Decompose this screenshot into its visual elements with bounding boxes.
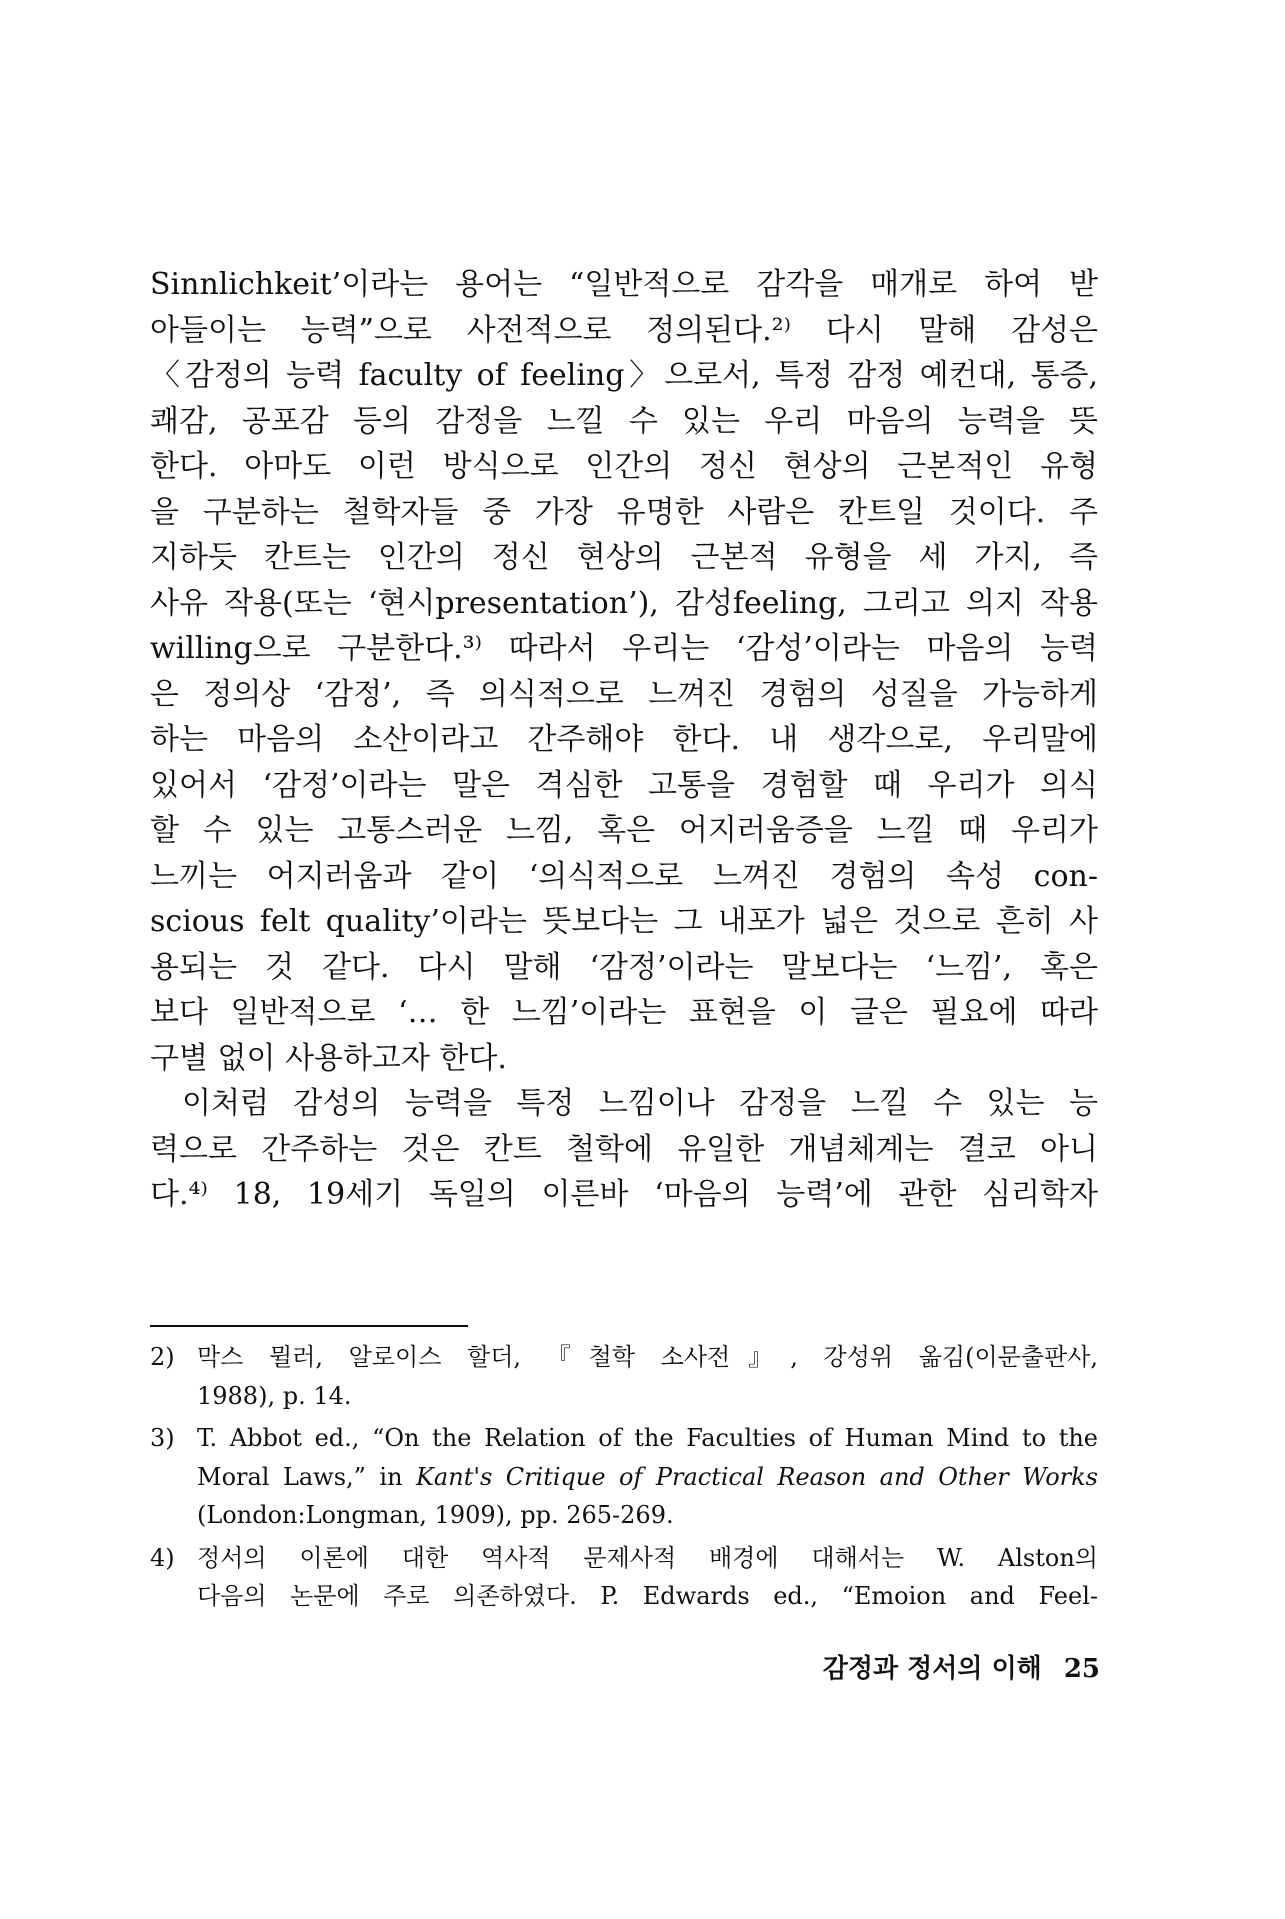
footnote-text: T. Abbot ed., “On the Relation of the Faculties of Human Mind to the: [197, 1424, 1098, 1452]
book-title: Kant's Critique of Practical Reason and Other Works: [416, 1462, 1098, 1491]
running-footer: [823, 1648, 1100, 1685]
body-line: 다.⁴⁾ 18, 19세기 독일의 이른바 ‘마음의 능력’에 관한 심리학자: [150, 1177, 1098, 1212]
footnote-number: 3): [150, 1424, 175, 1452]
footnote-text: 다음의 논문에 주로 의존하였다. P. Edwards ed., “Emoion and Feel-: [197, 1582, 1098, 1610]
footnote-2: [150, 1338, 1098, 1415]
body-line: willing으로 구분한다.³⁾ 따라서 우리는 ‘감성’이라는 마음의 능력: [150, 631, 1098, 666]
body-line: 이처럼 감성의 능력을 특정 느낌이나 감정을 느낄 수 있는 능: [182, 1086, 1098, 1121]
body-line: 용되는 것 같다. 다시 말해 ‘감정’이라는 말보다는 ‘느낌’, 혹은: [150, 949, 1098, 985]
body-line: 쾌감, 공포감 등의 감정을 느낄 수 있는 우리 마음의 능력을 뜻: [150, 403, 1098, 439]
footnote-4: [150, 1539, 1098, 1616]
footnote-text: 정서의 이론에 대한 역사적 문제사적 배경에 대해서는 W. Alston의: [197, 1543, 1098, 1572]
page-number: 25: [1063, 1654, 1100, 1684]
running-title: 감정과 정서의 이해: [822, 1654, 1042, 1684]
footnote-text: 막스 뮐러, 알로이스 할더, 『철학 소사전』, 강성위 옮김(이문출판사,: [197, 1343, 1098, 1371]
body-line: Sinnlichkeit’이라는 용어는 “일반적으로 감각을 매개로 하여 받: [150, 267, 1098, 302]
footnotes: [150, 1338, 1098, 1620]
footnote-3: [150, 1419, 1098, 1535]
body-line: 하는 마음의 소산이라고 간주해야 한다. 내 생각으로, 우리말에: [150, 722, 1098, 757]
body-line: 아들이는 능력”으로 사전적으로 정의된다.²⁾ 다시 말해 감성은: [150, 312, 1098, 348]
body-line: 은 정의상 ‘감정’, 즉 의식적으로 느껴진 경험의 성질을 가능하게: [150, 676, 1098, 712]
body-line: scious felt quality’이라는 뜻보다는 그 내포가 넓은 것으로 흔히 사: [150, 904, 1098, 939]
body-line: 지하듯 칸트는 인간의 정신 현상의 근본적 유형을 세 가지, 즉: [150, 540, 1098, 575]
body-line: 사유 작용(또는 ‘현시presentation’), 감성feeling, 그리고 의지 작용: [150, 585, 1098, 621]
footnote-text: 1988), p. 14.: [197, 1381, 352, 1410]
body-line: 느끼는 어지러움과 같이 ‘의식적으로 느껴진 경험의 속성 con-: [150, 858, 1098, 894]
footnote-text: Moral Laws,” in: [197, 1462, 416, 1491]
footnote-number: 2): [150, 1343, 175, 1371]
body-line: 력으로 간주하는 것은 칸트 철학에 유일한 개념체계는 결코 아니: [150, 1131, 1098, 1167]
body-line: 구별 없이 사용하고자 한다.: [150, 1040, 507, 1076]
body-line: 〈감정의 능력 faculty of feeling〉으로서, 특정 감정 예컨대, 통증,: [150, 358, 1098, 393]
body-text: [150, 262, 1098, 1218]
body-line: 할 수 있는 고통스러운 느낌, 혹은 어지러움증을 느낄 때 우리가: [150, 813, 1098, 848]
body-line: 을 구분하는 철학자들 중 가장 유명한 사람은 칸트일 것이다. 주: [150, 494, 1098, 530]
footnote-divider: [150, 1325, 468, 1327]
body-line: 보다 일반적으로 ‘… 한 느낌’이라는 표현을 이 글은 필요에 따라: [150, 995, 1098, 1030]
footnote-number: 4): [150, 1543, 175, 1572]
body-line: 있어서 ‘감정’이라는 말은 격심한 고통을 경험할 때 우리가 의식: [150, 767, 1098, 803]
body-line: 한다. 아마도 이런 방식으로 인간의 정신 현상의 근본적인 유형: [150, 449, 1098, 484]
footnote-text: (London:Longman, 1909), pp. 265-269.: [197, 1501, 674, 1529]
